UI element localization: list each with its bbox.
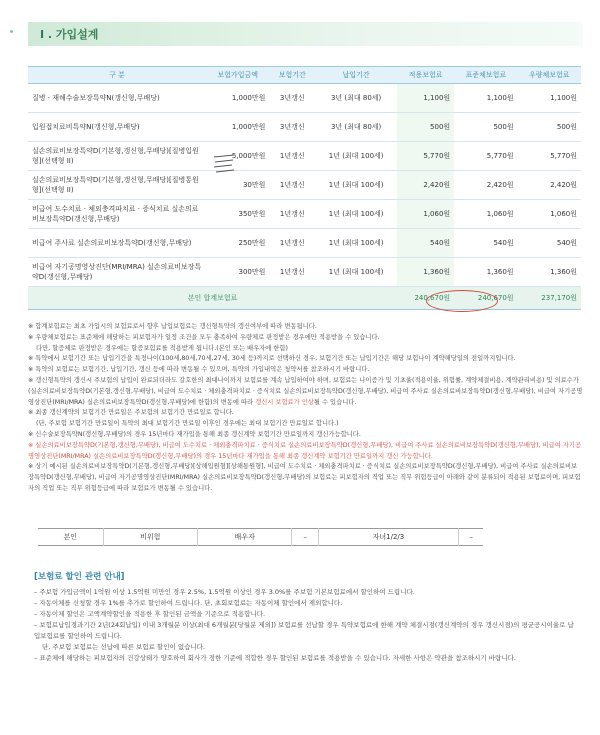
bullet-dot — [10, 30, 13, 33]
standard-premium: 1,060원 — [454, 200, 517, 229]
period: 1년갱신 — [269, 229, 315, 258]
note-item: (단, 주보험 보험기간 만료일이 특약의 최대 보험기간 만료일 이후인 경우에는 최대 보험기간 만료일로 합니다.) — [36, 420, 339, 428]
preferred-premium: 5,770원 — [518, 142, 581, 171]
rider-name: 질병 · 재해수술보장특약N(갱신형,무배당) — [28, 84, 206, 113]
table-header-row — [28, 67, 581, 84]
note-item: ※ 합계보험료는 최초 가입시의 보험료로서 향후 납입보험료는 갱신형특약의 갱신여부에 따라 변동됩니다. — [28, 323, 317, 330]
rider-name: 실손의료비보장특약D(기본형,갱신형,무배당)[질병통원형](선택형 II) — [28, 171, 206, 200]
period: 1년갱신 — [269, 171, 315, 200]
applied-premium: 1,360원 — [397, 258, 454, 287]
discount-item: – 보험료납입경과기간 2년(24회납입) 이내 3개월분 이상(최대 6개월분[당월분 제외]) 보험료를 선납할 경우 특약보험료에 한해 계약 체결시점(갱신계약의 경우 갱신시점)의 평균공시이율로 납입보험료를 할인하여 드립니다. — [34, 621, 574, 640]
table-row — [28, 258, 581, 287]
period: 1년갱신 — [269, 200, 315, 229]
preferred-premium: 1,360원 — [518, 258, 581, 287]
notes-section — [28, 322, 583, 495]
discount-item: – 주보험 가입금액이 1억원 이상 1.5억원 미만인 경우 2.5%, 1.5억원 이상인 경우 3.0%를 주보험 기본보험료에서 할인하여 드립니다. — [34, 588, 415, 596]
section-title: I . 가입설계 — [40, 28, 99, 41]
discount-item: – 자동이체를 신청할 경우 1%를 추가로 할인하여 드립니다. 단, 초회보험료는 자동이체 할인에서 제외합니다. — [34, 599, 343, 607]
premium-table — [28, 66, 581, 310]
preferred-premium: 540원 — [518, 229, 581, 258]
amount: 30만원 — [206, 171, 269, 200]
pay-period: 1년 (최대 100세) — [315, 258, 397, 287]
amount: 250만원 — [206, 229, 269, 258]
cell-children: 자녀1/2/3 — [318, 529, 458, 546]
total-standard: 240,670원 — [454, 287, 517, 310]
note-item-red: ※ 실손의료비보장특약D(기본형,갱신형,무배당), 비급여 도수치료 · 체외충격파치료 · 증식치료 실손의료비보장특약D(갱신형,무배당), 비급여 주사료 실손의료비보장특약D(갱신형,무배당), 비급여 자기공명영상진단(MRI/MRA) 실손의료비보장특약D(갱신형,무배당)의 경우 15년마다 재가입을 통해 최종 갱신계약 보험기간 만료일까지 갱신 가능합니다. — [28, 441, 582, 460]
rider-name: 입원접치료비특약N(갱신형,무배당) — [28, 113, 206, 142]
discount-item: – 자동이체 할인은 고액계약할인을 적용한 후 할인된 금액을 기준으로 적용합니다. — [34, 610, 266, 618]
rider-name: 비급여 주사료 실손의료비보장특약D(갱신형,무배당) — [28, 229, 206, 258]
col-preferred: 우량체보험료 — [518, 67, 581, 84]
preferred-premium: 2,420원 — [518, 171, 581, 200]
amount: 300만원 — [206, 258, 269, 287]
period: 3년갱신 — [269, 84, 315, 113]
rider-name: 실손의료비보장특약D(기본형,갱신형,무배당)[질병입원형](선택형 II) — [28, 142, 206, 171]
note-item: ※ 특약에서 보험기간 또는 납입기간을 특정나이(100세,80세,70세,27세, 30세 등)까지로 선택하신 경우, 보험기간 또는 납입기간은 해당 보험나이 계약해당일의 전일까지입니다. — [28, 355, 516, 363]
applied-premium: 1,060원 — [397, 200, 454, 229]
col-category: 구 분 — [28, 67, 206, 84]
note-item: ※ 우량체보험료는 표준체에 해당하는 피보험자가 일정 조건을 모두 충족하여 우량체로 판정받은 경우에만 적용받을 수 있습니다. — [28, 333, 380, 341]
note-highlight: 갱신시 보험료가 인상 — [255, 398, 314, 406]
standard-premium: 2,420원 — [454, 171, 517, 200]
cell-self-grade: 비위험 — [103, 529, 197, 546]
col-pay-period: 납입기간 — [315, 67, 397, 84]
table-row — [28, 229, 581, 258]
period: 1년갱신 — [269, 258, 315, 287]
table-row — [28, 113, 581, 142]
note-item: ※ 신수술보장특약N(갱신형,무배당)의 경우 15년마다 재가입을 통해 최종 갱신계약 보험기간 만료일까지 갱신가능합니다. — [28, 430, 361, 438]
rider-name: 비급여 도수치료 · 체외충격파치료 · 증식치료 실손의료비보장특약D(갱신형,무배당) — [28, 200, 206, 229]
total-label: 본인 합계보험료 — [28, 287, 397, 310]
cell-spouse-grade: – — [292, 529, 318, 546]
note-item: 다만, 할증체로 판정받은 경우에는 할증보험료를 적용받게 됩니다.(본인 또는 배우자에 한함) — [36, 344, 288, 352]
preferred-premium: 1,100원 — [518, 84, 581, 113]
period: 1년갱신 — [269, 142, 315, 171]
note-item: ※ 상기 예시된 실손의료비보장특약D(기본형,갱신형,무배당)[상해입원형][상해통원형], 비급여 도수치료 · 체외충격파치료 · 증식치료 실손의료비보장특약D(갱신형,무배당), 비급여 주사료 실손의료비보장특약D(갱신형,무배당), 비급여 자기공명영상진단(MRI/MRA) 실손의료비보장특약D(갱신형,무배당)의 보험료는 피보험자의 직업 또는 직무 위험등급이 아래와 같이 분류되어 적용된 보험료이며, 피보험자의 직업 또는 직무 위험등급에 따라 보험료가 변동될 수 있습니다. — [28, 463, 581, 492]
applied-premium: 540원 — [397, 229, 454, 258]
discount-title: [보험료 할인 관련 안내] — [34, 572, 125, 582]
cell-self: 본인 — [38, 529, 103, 546]
pay-period: 3년 (최대 80세) — [315, 113, 397, 142]
pay-period: 1년 (최대 100세) — [315, 171, 397, 200]
amount: 1,000만원 — [206, 113, 269, 142]
risk-grade-table — [38, 528, 483, 546]
standard-premium: 1,100원 — [454, 84, 517, 113]
amount: 350만원 — [206, 200, 269, 229]
table-row — [28, 200, 581, 229]
applied-premium: 5,770원 — [397, 142, 454, 171]
table-row — [28, 142, 581, 171]
preferred-premium: 1,060원 — [518, 200, 581, 229]
standard-premium: 5,770원 — [454, 142, 517, 171]
pay-period: 1년 (최대 100세) — [315, 142, 397, 171]
note-item — [28, 376, 583, 408]
cell-children-grade: – — [469, 533, 473, 541]
total-row — [28, 287, 581, 310]
total-preferred: 237,170원 — [518, 287, 581, 310]
amount: 5,000만원 — [206, 142, 269, 171]
standard-premium: 500원 — [454, 113, 517, 142]
col-applied: 적용보험료 — [397, 67, 454, 84]
rider-name: 비급여 자기공명영상진단(MRI/MRA) 실손의료비보장특약D(갱신형,무배당) — [28, 258, 206, 287]
pay-period: 3년 (최대 80세) — [315, 84, 397, 113]
amount: 1,000만원 — [206, 84, 269, 113]
applied-premium: 500원 — [397, 113, 454, 142]
col-amount: 보험가입금액 — [206, 67, 269, 84]
note-text: ※ 갱신형특약의 갱신시 주보험의 납입이 완료되더라도 갈호한의 최대나이까지 보험료를 계속 납입하여야 하며, 보험료는 나이증가 및 기초율(적용이율, 위험률, 계약체결비용, 계약관리비용) 및 의료수가(실손의료비보장특약D(기본형,갱신형,무배당), 비급여 도수치료 · 체외충격파치료 · 증식치료 실손의료비보장특약D(갱신형,무배당), 비급여 주사료 실손의료비보장특약D(갱신형,무배당), 비급여 자기공명영상진단(MRI/MRA) 실손의료비보장특약D(갱신형,무배당)에 한함)의 변동에 따라 — [28, 376, 583, 406]
applied-premium: 1,100원 — [397, 84, 454, 113]
handwritten-scribble — [212, 153, 236, 175]
note-item: ※ 특약의 보험료는 보험기간, 납입기간, 갱신 등에 따라 변동될 수 있으며, 특약의 가입내역은 청약서를 참조하시기 바랍니다. — [28, 366, 370, 374]
applied-premium: 2,420원 — [397, 171, 454, 200]
cell-spouse: 배우자 — [197, 529, 291, 546]
discount-item: – 표준체에 해당하는 피보험자의 건강상태가 양호하여 회사가 정한 기준에 적합한 경우 할인된 보험료를 적용받을 수 있습니다. 자세한 사항은 약관을 참조하시기 바랍니다. — [34, 654, 516, 662]
note-item: ※ 최종 갱신계약의 보험기간 만료일은 주보험의 보험기간 만료일로 합니다. — [28, 409, 234, 417]
col-standard: 표준체보험료 — [454, 67, 517, 84]
discount-section — [34, 587, 579, 664]
note-text: 될 수 있습니다. — [313, 398, 357, 406]
pay-period: 1년 (최대 100세) — [315, 200, 397, 229]
table-row — [28, 84, 581, 113]
preferred-premium: 500원 — [518, 113, 581, 142]
total-applied: 240,670원 — [397, 287, 454, 310]
standard-premium: 1,360원 — [454, 258, 517, 287]
discount-item: 단, 주보험 보험료는 선납에 따른 보험료 할인이 없습니다. — [42, 643, 206, 651]
standard-premium: 540원 — [454, 229, 517, 258]
table-row — [38, 529, 483, 546]
col-period: 보험기간 — [269, 67, 315, 84]
handwritten-circle — [426, 290, 498, 312]
pay-period: 1년 (최대 100세) — [315, 229, 397, 258]
section-title-bar — [28, 22, 583, 46]
table-row — [28, 171, 581, 200]
period: 3년갱신 — [269, 113, 315, 142]
